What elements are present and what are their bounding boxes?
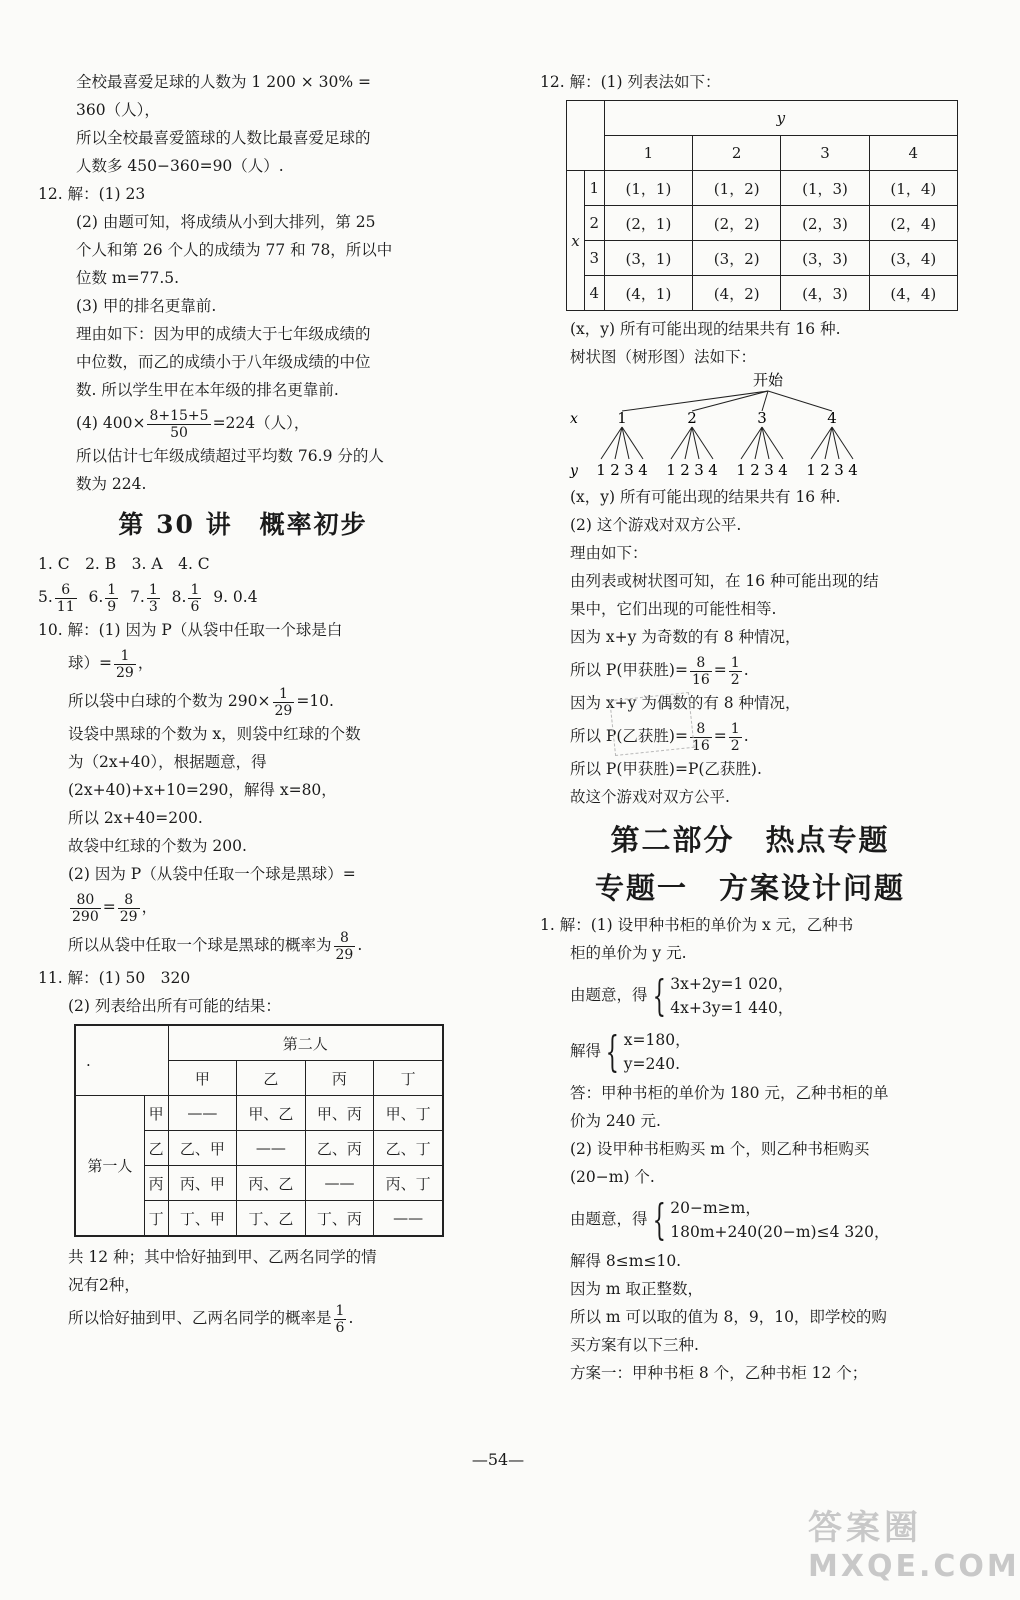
- text-line: (2x+40)+x+10=290，解得 x=80，: [68, 781, 337, 799]
- table-cell: 丙、甲: [168, 1166, 237, 1201]
- formula-text: =: [102, 898, 116, 916]
- table-body: [567, 171, 958, 311]
- fraction: [188, 582, 201, 615]
- table-cell: 丁、甲: [168, 1201, 237, 1237]
- text-line: 所以 m 可以取的值为 8，9，10，即学校的购: [570, 1308, 887, 1326]
- numerator: 1: [107, 581, 117, 598]
- formula-line: [38, 1299, 448, 1337]
- table-cell: 乙、丙: [305, 1131, 374, 1166]
- tree-root: 开始: [752, 371, 784, 389]
- fraction: [334, 930, 356, 963]
- part-title: 第二部分 热点专题: [610, 823, 890, 857]
- fraction: [118, 892, 140, 925]
- numerator: 8: [334, 930, 356, 947]
- tree-node: 1: [617, 409, 627, 427]
- numerator: 8+15+5: [149, 407, 209, 424]
- formula-text: .: [743, 661, 749, 679]
- numerator: 1: [114, 648, 136, 665]
- brace-icon: {: [652, 971, 666, 1020]
- left-column: [38, 68, 448, 1337]
- table-cell: (1，4): [869, 171, 957, 206]
- table-cell: 丁、乙: [237, 1201, 306, 1237]
- text-line: 故这个游戏对双方公平.: [570, 788, 730, 806]
- formula-text: 所以袋中白球的个数为 290×: [68, 692, 271, 710]
- numerator: 1: [335, 1302, 345, 1319]
- column-variable: y: [604, 101, 957, 136]
- table-cell: 丁、丙: [305, 1201, 374, 1237]
- formula-text: 所以 P(乙获胜)=: [570, 727, 688, 745]
- table-cell: (4，1): [604, 276, 692, 311]
- question-12-head: 12. 解：(1) 列表法如下：: [540, 73, 721, 91]
- table-cell: (2，2): [693, 206, 781, 241]
- table-corner: .: [75, 1025, 168, 1096]
- formula-line: [38, 682, 448, 720]
- text-line: 数. 所以学生甲在本年级的排名更靠前.: [76, 381, 339, 399]
- denominator: 16: [691, 671, 710, 688]
- tree-leaf: 2: [750, 461, 760, 479]
- denominator: 29: [335, 946, 354, 963]
- numerator: 1: [148, 581, 158, 598]
- text-line: 方案一：甲种书柜 8 个，乙种书柜 12 个；: [570, 1364, 868, 1382]
- table-cell: (2，4): [869, 206, 957, 241]
- answer-text: 9. 0.4: [213, 588, 258, 606]
- question-12-head: 12. 解：(1) 23: [38, 185, 146, 203]
- fraction: [147, 582, 160, 615]
- formula-text: 所以从袋中任取一个球是黑球的概率为: [68, 936, 332, 954]
- row-label: 3: [584, 241, 604, 276]
- table-cell: 甲、丙: [305, 1096, 374, 1131]
- xy-results-table: [566, 100, 958, 311]
- table-cell: ——: [374, 1201, 443, 1237]
- tree-branch: [692, 391, 768, 411]
- table-column-header: 丁: [374, 1061, 443, 1096]
- text-line: 数为 224.: [76, 475, 147, 493]
- denominator: 290: [72, 908, 99, 925]
- formula-text: (4) 400×: [76, 414, 146, 432]
- table-cell: (4，3): [781, 276, 869, 311]
- topic-title: 专题一 方案设计问题: [594, 871, 905, 905]
- formula-text: .: [357, 936, 363, 954]
- text-line: 果中，它们出现的可能性相等.: [570, 600, 777, 618]
- equation-system-line: [540, 1023, 960, 1079]
- formula-text: 解得: [570, 1042, 602, 1060]
- row-label: 丙: [144, 1166, 168, 1201]
- answer-line: 1. C 2. B 3. A 4. C: [38, 555, 210, 573]
- text-line: (2) 这个游戏对双方公平.: [570, 516, 742, 534]
- formula-text: ，: [141, 898, 158, 916]
- tree-branches: [596, 391, 858, 479]
- question-10-head: 10. 解：(1) 因为 P（从袋中任取一个球是白: [38, 621, 343, 639]
- table-body: [75, 1096, 443, 1237]
- answer-line: [38, 578, 448, 616]
- text-line: 个人和第 26 个人的成绩为 77 和 78，所以中: [76, 241, 393, 259]
- denominator: 29: [119, 908, 138, 925]
- numerator: 8: [690, 721, 712, 738]
- text-line: 所以 P(甲获胜)=P(乙获胜).: [570, 760, 762, 778]
- fraction: [147, 408, 210, 441]
- equation-system: [648, 1196, 890, 1244]
- table-header-row: [567, 136, 958, 171]
- numerator: 8: [118, 892, 140, 909]
- row-variable: x: [567, 171, 585, 311]
- formula-text: 所以 P(甲获胜)=: [570, 661, 688, 679]
- fraction: [55, 582, 77, 615]
- table-top-header: 第二人: [168, 1025, 443, 1061]
- text-line: 共 12 种；其中恰好抽到甲、乙两名同学的情: [68, 1248, 377, 1266]
- tree-leaf: 3: [764, 461, 774, 479]
- formula-text: =: [713, 661, 727, 679]
- answer-number: 5.: [38, 588, 53, 606]
- equation-system-line: [540, 1191, 960, 1247]
- text-line: 所以全校最喜爱篮球的人数比最喜爱足球的: [76, 129, 371, 147]
- formula-text: 由题意，得: [570, 1210, 648, 1228]
- table-row: [567, 206, 958, 241]
- text-line: 由列表或树状图可知，在 16 种可能出现的结: [570, 572, 879, 590]
- table-cell: (2，1): [604, 206, 692, 241]
- text-line: 柜的单价为 y 元.: [570, 944, 687, 962]
- formula-text: 由题意，得: [570, 986, 648, 1004]
- fraction: [114, 648, 136, 681]
- tree-leaf: 1: [736, 461, 746, 479]
- denominator: 6: [335, 1319, 345, 1336]
- tree-node: 3: [757, 409, 767, 427]
- text-line: 理由如下：: [570, 544, 648, 562]
- row-label: 1: [584, 171, 604, 206]
- equation-system: [648, 972, 794, 1020]
- table-column-header: 丙: [305, 1061, 374, 1096]
- formula-line: [38, 404, 448, 442]
- denominator: 2: [730, 671, 740, 688]
- formula-text: =: [713, 727, 727, 745]
- formula-text: ，: [137, 654, 154, 672]
- formula-line: [540, 717, 960, 755]
- text-line: 因为 x+y 为奇数的有 8 种情况，: [570, 628, 801, 646]
- equation-system: [601, 1028, 691, 1076]
- fraction: [729, 721, 742, 754]
- denominator: 6: [190, 598, 200, 615]
- table-cell: 丙、丁: [374, 1166, 443, 1201]
- denominator: 3: [148, 598, 158, 615]
- text-line: (x，y) 所有可能出现的结果共有 16 种.: [570, 320, 841, 338]
- answer-number: 6.: [88, 588, 104, 606]
- answer-number: 7.: [130, 588, 145, 606]
- tree-node: 4: [827, 409, 837, 427]
- right-column: [540, 68, 960, 1387]
- equation: y=240.: [623, 1055, 681, 1073]
- tree-leaf: 1: [596, 461, 606, 479]
- brace-icon: {: [652, 1195, 666, 1244]
- fraction: [105, 582, 118, 615]
- formula-line: [38, 888, 448, 926]
- text-line: 解得 8≤m≤10.: [570, 1252, 682, 1270]
- numerator: 1: [273, 686, 295, 703]
- fraction: [690, 655, 712, 688]
- row-label: 4: [584, 276, 604, 311]
- equation: 20−m≥m，: [670, 1199, 761, 1217]
- page-number: —54—: [471, 1450, 525, 1469]
- table-cell: (3，2): [693, 241, 781, 276]
- watermark-logo: [808, 1500, 1020, 1584]
- answer-number: 8.: [171, 588, 187, 606]
- tree-leaf: 1: [806, 461, 816, 479]
- tree-y-label: y: [570, 463, 578, 479]
- tree-leaf: 3: [694, 461, 704, 479]
- text-line: (2) 由题可知，将成绩从小到大排列，第 25: [76, 213, 376, 231]
- text-line: 买方案有以下三种.: [570, 1336, 699, 1354]
- numerator: 1: [730, 654, 740, 671]
- table-column-header: 4: [869, 136, 957, 171]
- table-cell: (4，2): [693, 276, 781, 311]
- text-line: 因为 x+y 为偶数的有 8 种情况，: [570, 694, 801, 712]
- text-line: 360（人），: [76, 101, 160, 119]
- numerator: 8: [690, 655, 712, 672]
- denominator: 11: [56, 598, 75, 615]
- equation: 3x+2y=1 020，: [670, 975, 794, 993]
- text-line: (20−m) 个.: [570, 1168, 655, 1186]
- tree-diagram: [560, 371, 940, 483]
- question-11-head: 11. 解：(1) 50 320: [38, 969, 191, 987]
- formula-text: 球）=: [68, 654, 112, 672]
- text-line: 答：甲种书柜的单价为 180 元，乙种书柜的单: [570, 1084, 889, 1102]
- table-cell: (1，1): [604, 171, 692, 206]
- table-cell: (2，3): [781, 206, 869, 241]
- tree-leaf: 2: [820, 461, 830, 479]
- row-label: 丁: [144, 1201, 168, 1237]
- fraction: [334, 1303, 347, 1336]
- table-cell: (3，1): [604, 241, 692, 276]
- tree-leaf: 4: [638, 461, 648, 479]
- tree-leaf: 1: [666, 461, 676, 479]
- table-cell: 乙、甲: [168, 1131, 237, 1166]
- equation: x=180，: [623, 1031, 691, 1049]
- table-column-header: 1: [604, 136, 692, 171]
- tree-branch: [762, 391, 768, 411]
- fraction: [729, 655, 742, 688]
- denominator: 50: [170, 424, 188, 441]
- tree-leaf: 2: [680, 461, 690, 479]
- text-line: 所以 2x+40=200.: [68, 809, 203, 827]
- text-line: 理由如下：因为甲的成绩大于七年级成绩的: [76, 325, 371, 343]
- table-cell: 乙、丁: [374, 1131, 443, 1166]
- table-cell: ——: [305, 1166, 374, 1201]
- formula-text: =10.: [296, 692, 334, 710]
- table-row: [567, 171, 958, 206]
- table-cell: ——: [237, 1131, 306, 1166]
- tree-leaf: 3: [834, 461, 844, 479]
- denominator: 29: [116, 664, 134, 681]
- denominator: 9: [107, 598, 117, 615]
- fraction: [273, 686, 295, 719]
- table-cell: (4，4): [869, 276, 957, 311]
- section-title: 第 30 讲 概率初步: [118, 510, 368, 539]
- numerator: 1: [190, 581, 200, 598]
- numerator: 1: [730, 720, 740, 737]
- table-row: [75, 1096, 443, 1131]
- text-line: 全校最喜爱足球的人数为 1 200 × 30% =: [76, 73, 372, 91]
- numerator: 6: [55, 582, 77, 599]
- table-cell: 甲、乙: [237, 1096, 306, 1131]
- text-line: (x，y) 所有可能出现的结果共有 16 种.: [570, 488, 841, 506]
- problem-1-head: 1. 解：(1) 设甲种书柜的单价为 x 元，乙种书: [540, 916, 854, 934]
- text-line: 故袋中红球的个数为 200.: [68, 837, 247, 855]
- formula-text: =224（人），: [212, 414, 310, 432]
- text-line: 设袋中黑球的个数为 x，则袋中红球的个数: [68, 725, 361, 743]
- text-line: 为（2x+40），根据题意，得: [68, 753, 267, 771]
- table-column-header: 3: [781, 136, 869, 171]
- tree-leaf: 4: [848, 461, 858, 479]
- denominator: 29: [274, 702, 293, 719]
- tree-branch: [768, 391, 832, 411]
- tree-leaf: 2: [610, 461, 620, 479]
- text-line: (2) 列表给出所有可能的结果：: [68, 997, 281, 1015]
- table-column-header: 乙: [237, 1061, 306, 1096]
- formula-text: .: [743, 727, 749, 745]
- fraction: [70, 892, 101, 925]
- text-line: 所以估计七年级成绩超过平均数 76.9 分的人: [76, 447, 384, 465]
- text-line: 位数 m=77.5.: [76, 269, 180, 287]
- formula-line: [540, 651, 960, 689]
- formula-text: 所以恰好抽到甲、乙两名同学的概率是: [68, 1309, 332, 1327]
- numerator: 80: [70, 892, 101, 909]
- formula-line: [38, 644, 448, 682]
- text-line: (3) 甲的排名更靠前.: [76, 297, 217, 315]
- brace-icon: {: [605, 1027, 620, 1076]
- text-line: 况有2种，: [68, 1276, 140, 1294]
- denominator: 2: [730, 737, 740, 754]
- text-line: (2) 设甲种书柜购买 m 个，则乙种书柜购买: [570, 1140, 870, 1158]
- table-row-header: 第一人: [75, 1096, 144, 1237]
- text-line: 因为 m 取正整数，: [570, 1280, 704, 1298]
- table-cell: (1，2): [693, 171, 781, 206]
- tree-leaf: 4: [778, 461, 788, 479]
- tree-leaf: 3: [624, 461, 634, 479]
- text-line: 树状图（树形图）法如下：: [570, 348, 757, 366]
- text-line: 中位数，而乙的成绩小于八年级成绩的中位: [76, 353, 371, 371]
- tree-leaf: 4: [708, 461, 718, 479]
- text-line: (2) 因为 P（从袋中任取一个球是黑球）=: [68, 865, 356, 883]
- equation-system-line: [540, 967, 960, 1023]
- row-label: 乙: [144, 1131, 168, 1166]
- text-line: 人数多 450−360=90（人）.: [76, 157, 284, 175]
- tree-branch: [622, 391, 768, 411]
- equation: 4x+3y=1 440，: [670, 999, 794, 1017]
- tree-x-label: x: [570, 411, 578, 427]
- watermark-text: 答案圈: [808, 1508, 922, 1548]
- table-cell: (3，4): [869, 241, 957, 276]
- equation: 180m+240(20−m)≤4 320，: [670, 1223, 890, 1241]
- table-cell: 甲、丁: [374, 1096, 443, 1131]
- table-cell: (1，3): [781, 171, 869, 206]
- tree-node: 2: [687, 409, 697, 427]
- table-row: [567, 276, 958, 311]
- table-cell: (3，3): [781, 241, 869, 276]
- formula-line: [38, 926, 448, 964]
- table-corner: [567, 101, 605, 171]
- draw-results-table: [74, 1024, 444, 1237]
- table-cell: ——: [168, 1096, 237, 1131]
- table-row: [567, 241, 958, 276]
- table-column-header: 甲: [168, 1061, 237, 1096]
- row-label: 2: [584, 206, 604, 241]
- table-cell: 丙、乙: [237, 1166, 306, 1201]
- denominator: 16: [691, 737, 710, 754]
- faint-stamp: [609, 692, 694, 756]
- watermark-url: MXQE.COM: [808, 1549, 1020, 1584]
- formula-text: .: [348, 1309, 354, 1327]
- text-line: 价为 240 元.: [570, 1112, 661, 1130]
- row-label: 甲: [144, 1096, 168, 1131]
- table-column-header: 2: [693, 136, 781, 171]
